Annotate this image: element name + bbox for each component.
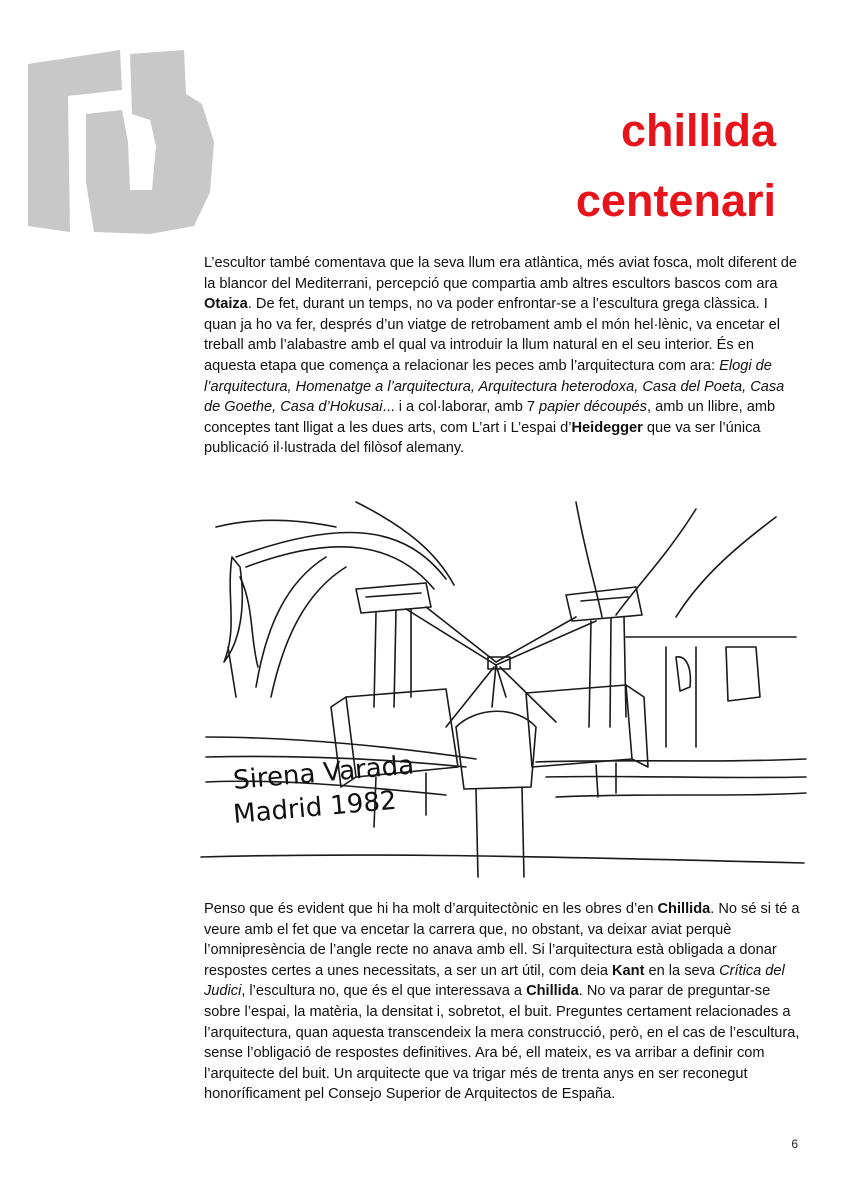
sketch-caption-line-1: Sirena Varada	[231, 750, 416, 796]
body-paragraph-2	[204, 899, 804, 1105]
body-paragraph-1	[204, 253, 804, 459]
page-title	[576, 96, 776, 236]
work-critica-del-judici: Crítica del Judici	[204, 962, 785, 1000]
name-kant: Kant	[612, 962, 645, 979]
sketch-drawing	[196, 497, 810, 885]
name-chillida: Chillida	[657, 901, 711, 917]
text-run: . No sé si té a veure amb el fet que va encetar la carrera que, no obstant, va deixar aviat perquè l’omnipresència de l’angle recte no anava amb ell. Si l’arquitectura està obligada a donar respostes certes a unes necessitats, a ser un art útil, com deia	[204, 901, 800, 979]
name-heidegger: Heidegger	[571, 419, 643, 436]
text-run: en la seva	[644, 962, 720, 979]
sketch-caption-line-2: Madrid 1982	[231, 785, 398, 830]
text-run: ... i a col·laborar, amb 7	[382, 399, 540, 416]
text-run: , amb un llibre, amb conceptes tant lligat a les dues arts, com L’art i L’espai d’	[204, 399, 776, 436]
page-number: 6	[791, 1137, 798, 1151]
name-chillida: Chillida	[526, 983, 579, 1000]
title-line-1: chillida	[620, 105, 776, 156]
text-run: . No va parar de preguntar-se sobre l’espai, la matèria, la densitat i, sobretot, el buit. Preguntes certament relacionades a l’arquitectura, quan aquesta transcendeix la mera construcció, però, en el cas de l’escultura, sense l’obligació de respostes definitives. Ara bé, ell mateix, es va arribar a definir com l’arquitecte del buit. Un arquitecte que va trigar més de trenta anys en ser reconegut honoríficament pel Consejo Superior de Arquitectos de España.	[204, 983, 800, 1103]
chillida-logo-icon	[24, 50, 216, 235]
text-run: L’escultor també comentava que la seva llum era atlàntica, més aviat fosca, molt diferent de la blancor del Mediterrani, percepció que compartia amb altres escultors bascos com ara	[204, 255, 797, 292]
text-run: , l’escultura no, que és el que interessava a	[241, 983, 527, 1000]
text-run: . De fet, durant un temps, no va poder enfrontar-se a l’escultura grega clàssica. I quan ja ho va fer, després d’un viatge de retrobament amb el món hel·lènic, va encetar el treball amb l’alabastre amb el qual va introduir la llum natural en el seu interior. És en aquesta etapa que comença a relacionar les peces amb l’arquitectura com ara:	[204, 296, 780, 374]
text-run: que va ser l’única publicació il·lustrada del filòsof alemany.	[204, 419, 761, 457]
text-run: Penso que és evident que hi ha molt d’arquitectònic en les obres d’en	[204, 901, 658, 917]
papier-decoupes: papier découpés	[539, 399, 647, 416]
title-line-2: centenari	[575, 174, 776, 226]
works-list: Elogi de l’arquitectura, Homenatge a l’arquitectura, Arquitectura heterodoxa, Casa del Poeta, Casa de Goethe, Casa d’Hokusai	[204, 357, 785, 416]
name-otaiza: Otaiza	[204, 296, 248, 313]
